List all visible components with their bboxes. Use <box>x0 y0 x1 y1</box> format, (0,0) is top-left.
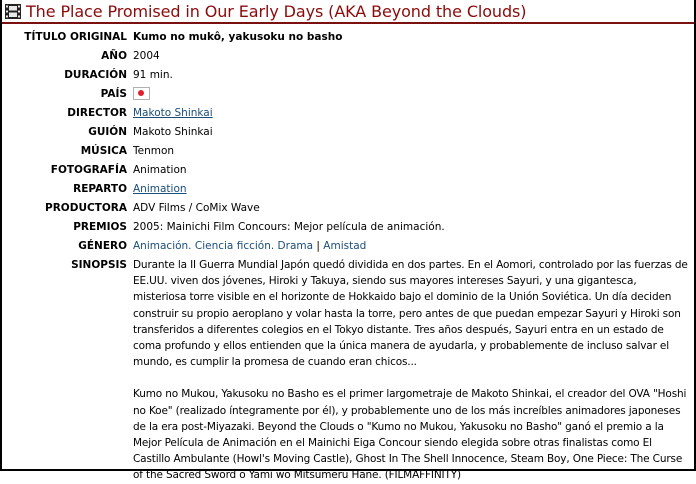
field-label: AÑO <box>101 50 127 62</box>
genre-link-drama[interactable]: Drama <box>277 240 314 252</box>
row-productora <box>2 199 694 218</box>
row-pais <box>2 85 694 104</box>
photography-value: Animation <box>133 164 187 176</box>
screenplay-value: Makoto Shinkai <box>133 126 213 138</box>
awards-value: 2005: Mainichi Film Concours: Mejor película de animación. <box>133 221 445 233</box>
row-duracion <box>2 66 694 85</box>
field-label: DIRECTOR <box>67 107 127 119</box>
synopsis-paragraph: Kumo no Mukou, Yakusoku no Basho es el primer largometraje de Makoto Shinkai, el creador del OVA "Hoshi no Koe" (realizado íntegramente por él), y probablemente uno de los más increíbles animadores japoneses de la era post-Miyazaki. Beyond the Clouds o "Kumo no Mukou, Yakusoku no Basho" ganó el premio a la Mejor Película de Animación en el Mainichi Eiga Concour siendo elegida sobre otras finalistas como El Castillo Ambulante (Howl's Moving Castle), Ghost In The Shell Innocence, Steam Boy, One Piece: The Curse of the Sacred Sword o Yami wo Mitsumeru Hane. (FILMAFFINITY) <box>133 388 687 482</box>
page-title: The Place Promised in Our Early Days (AKA Beyond the Clouds) <box>26 1 527 21</box>
row-titulo-original <box>2 28 694 47</box>
row-ano <box>2 47 694 66</box>
japan-flag-icon <box>133 87 150 100</box>
genre-list <box>133 237 366 256</box>
row-premios <box>2 218 694 237</box>
row-director <box>2 104 694 123</box>
field-label: PAÍS <box>100 88 127 100</box>
field-label: DURACIÓN <box>64 69 127 81</box>
genre-link-ciencia-ficcion[interactable]: Ciencia ficción. <box>194 240 275 252</box>
row-reparto <box>2 180 694 199</box>
synopsis-text <box>133 257 689 484</box>
field-label: REPARTO <box>73 183 127 195</box>
field-label: MÚSICA <box>80 145 127 157</box>
row-sinopsis <box>2 257 694 484</box>
genre-link-animacion[interactable]: Animación. <box>133 240 192 252</box>
field-label: GUIÓN <box>88 126 127 138</box>
cast-link[interactable]: Animation <box>133 183 187 195</box>
duration-value: 91 min. <box>133 69 173 81</box>
genre-separator: | <box>316 240 320 252</box>
row-genero <box>2 237 694 256</box>
field-label: FOTOGRAFÍA <box>50 164 127 176</box>
title-bar <box>2 0 694 24</box>
topic-link-amistad[interactable]: Amistad <box>323 240 367 252</box>
film-icon <box>5 4 21 19</box>
row-guion <box>2 123 694 142</box>
field-label: GÉNERO <box>78 240 127 252</box>
director-link[interactable]: Makoto Shinkai <box>133 107 213 119</box>
field-label: PRODUCTORA <box>45 202 127 214</box>
year-value: 2004 <box>133 50 160 62</box>
row-fotografia <box>2 161 694 180</box>
producer-value: ADV Films / CoMix Wave <box>133 202 260 214</box>
synopsis-paragraph: Durante la II Guerra Mundial Japón quedó dividida en dos partes. En el Aomori, controlado por las fuerzas de EE.UU. viven dos jóvenes, Hiroki y Takuya, siendo sus mayores intereses Sayuri, y una gigantesca, misteriosa torre visible en el horizonte de Hokkaido bajo el dominio de la Unión Soviética. Un día deciden construir su propio aeroplano y volar hasta la torre, pero antes de que puedan empezar Sayuri y Hiroki son transferidos a diferentes colegios en el Tokyo distante. Tres años después, Sayuri entra en un estado de coma profundo y ellos entienden que la única manera de ayudarla, y probablemente de incluso salvar el mundo, es cumplir la promesa de cuando eran chicos... <box>133 259 688 369</box>
music-value: Tenmon <box>133 145 175 157</box>
original-title-value: Kumo no mukô, yakusoku no basho <box>133 31 343 43</box>
row-musica <box>2 142 694 161</box>
field-label: SINOPSIS <box>71 259 127 271</box>
field-label: TÍTULO ORIGINAL <box>24 31 127 43</box>
field-label: PREMIOS <box>73 221 127 233</box>
details-list <box>2 28 694 484</box>
